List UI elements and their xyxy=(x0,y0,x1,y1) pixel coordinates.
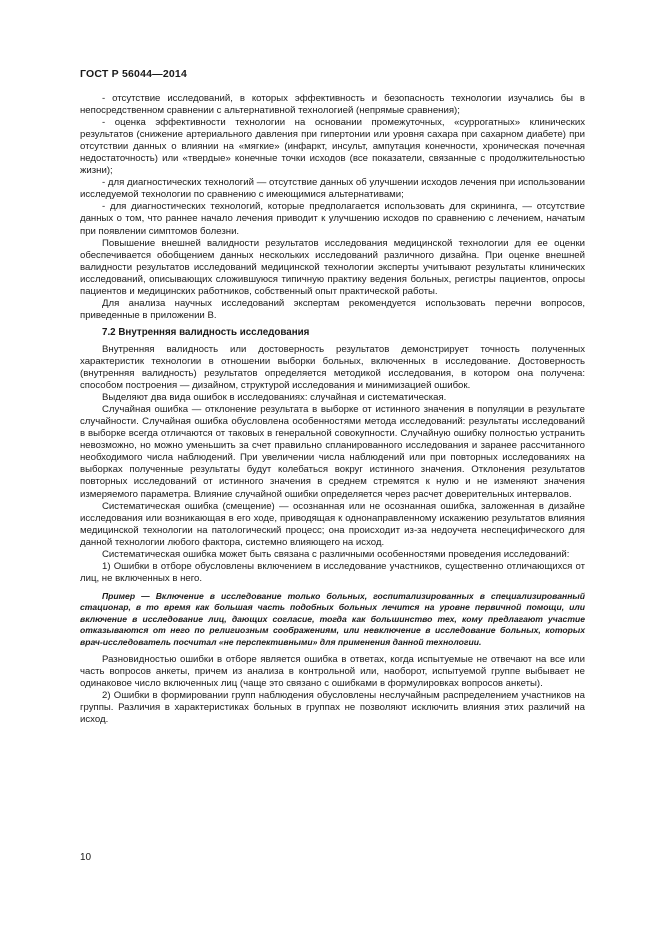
paragraph: - отсутствие исследований, в которых эффективность и безопасность технологии изучались бы в непосредственном сравнении с альтернативной технологией (непрямые сравнения); xyxy=(80,93,585,117)
page-number: 10 xyxy=(80,852,92,863)
paragraph: 1) Ошибки в отборе обусловлены включением в исследование участников, существенно отличающихся от лиц, не включенных в него. xyxy=(80,560,585,584)
paragraph: - для диагностических технологий — отсутствие данных об улучшении исходов лечения при использовании исследуемой технологии по сравнению с имеющимися альтернативами; xyxy=(80,177,585,201)
paragraph: - для диагностических технологий, которые предполагается использовать для скрининга, — отсутствие данных о том, что раннее начало лечения приводит к улучшению исходов по сравнению с лечением, начатым при появлении симптомов болезни. xyxy=(80,201,585,237)
standard-code-header: ГОСТ Р 56044—2014 xyxy=(80,68,188,80)
example-note: Пример — Включение в исследование только больных, госпитализированных в специализированный стационар, в то время как большая часть подобных больных лечится на уровне первичной помощи, или включение в исследование лиц, дающих согласие, тогда как большинство тех, кому предлагают участие отказываются от него по религиозным соображениям, или невключение в исследование больных, которых врач-исследователь посчитал «не перспективными» для применения данной технологии. xyxy=(80,590,585,647)
document-body xyxy=(80,93,585,726)
paragraph: Внутренняя валидность или достоверность результатов демонстрирует точность полученных характеристик технологии в отношении выборки больных, включенных в исследование. Достоверность (внутренняя валидность) результатов определяется методикой исследования, в котором она получена: способом построения — дизайном, структурой исследования и минимизацией ошибок. xyxy=(80,343,585,392)
paragraph: 2) Ошибки в формировании групп наблюдения обусловлены неслучайным распределением участников на группы. Различия в характеристиках больных в группах не позволяют исключить влияния этих различий на исход. xyxy=(80,690,585,726)
paragraph: Случайная ошибка — отклонение результата в выборке от истинного значения в популяции в результате случайности. Случайная ошибка обусловлена особенностями метода исследований: результаты исследований в выборке всегда отличаются от таковых в генеральной совокупности. Случайную ошибку полностью устранить невозможно, но можно уменьшить за счет правильно спланированного исследования и заранее рассчитанного необходимого числа наблюдений. При увеличении числа наблюдений или при повторных исследованиях на выборках полученные результаты будут колебаться вокруг истинного значения. Отклонения результатов повторных исследований от истинного значения в среднем стремятся к нулю и не изменяют значения измеряемого параметра. Влияние случайной ошибки определяется через расчет доверительных интервалов. xyxy=(80,404,585,500)
paragraph: Систематическая ошибка (смещение) — осознанная или не осознанная ошибка, заложенная в дизайне исследования или возникающая в его ходе, приводящая к однонаправленному искажению результатов влияния медицинской технологии на патологический процесс; она происходит из-за недоучета неспецифического для данной технологии любого фактора, системно влияющего на исход. xyxy=(80,500,585,548)
paragraph: Систематическая ошибка может быть связана с различными особенностями проведения исследований: xyxy=(102,548,570,560)
paragraph: - оценка эффективности технологии на основании промежуточных, «суррогатных» клинических результатов (снижение артериального давления при гипертонии или уровня сахара при сахарном диабете) при отсутствии данных о влиянии на «мягкие» (инфаркт, инсульт, ампутация конечности, хроническая почечная недостаточность) или «твердые» конечные точки исходов (все показатели, связанные с продолжительностью жизни); xyxy=(80,117,585,177)
paragraph: Для анализа научных исследований экспертам рекомендуется использовать перечни вопросов, приведенные в приложении В. xyxy=(80,297,585,321)
section-heading: 7.2 Внутренняя валидность исследования xyxy=(102,326,310,338)
paragraph: Разновидностью ошибки в отборе является ошибка в ответах, когда испытуемые не отвечают на все или часть вопросов анкеты, причем из анализа в контрольной или, наоборот, испытуемой группе выбывает не одинаковое число включенных лиц (чаще это связано с ошибками в формулировках вопросов анкеты). xyxy=(80,653,585,689)
paragraph: Повышение внешней валидности результатов исследования медицинской технологии для ее оценки обеспечивается обобщением данных нескольких исследований различного дизайна. При оценке внешней валидности результатов исследований медицинской технологии эксперты учитывают результаты клинических исследований, описывающих сложившуюся типичную практику ведения больных, регистры пациентов, опросы пациентов и медицинских работников, собственный опыт практической работы. xyxy=(80,237,585,297)
paragraph: Выделяют два вида ошибок в исследованиях: случайная и систематическая. xyxy=(102,392,447,404)
